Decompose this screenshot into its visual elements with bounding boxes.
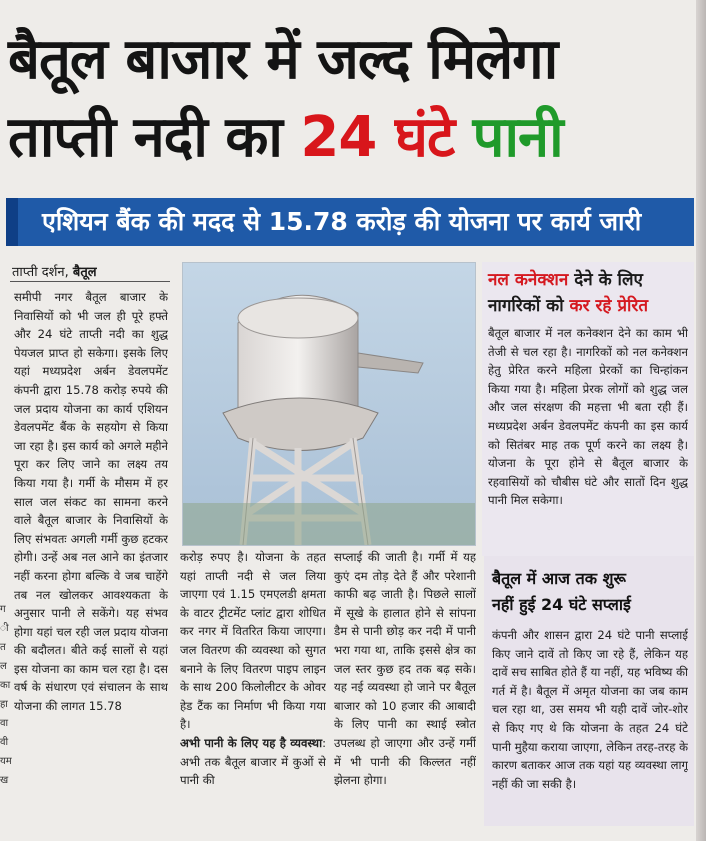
dateline-place: ताप्ती दर्शन, <box>12 265 69 280</box>
edge-fragment: ग <box>0 604 6 615</box>
dateline <box>12 262 97 280</box>
subheadline-strap: एशियन बैंक की मदद से 15.78 करोड़ की योजना पर कार्य जारी <box>6 198 694 246</box>
box1-text: बैतूल बाजार में नल कनेक्शन देने का काम भी तेजी से चल रहा है। नागरिकों को नल कनेक्शन हेतु प्रेरित करने महिला प्रेरकों का चिन्हांकन किया गया है। महिला प्रेरक लोगों को शुद्ध जल और जल संरक्षण की महत्ता भी बता रही हैं। मध्यप्रदेश अर्बन डेवलपमेंट कंपनी का इस कार्य को सितंबर माह तक पूर्ण करने का लक्ष्य है। योजना के पूरा होने से बैतूल बाजार के रहवासियों को चौबीस घंटे और सातों दिन शुद्ध पानी मिल सकेगा। <box>488 326 688 508</box>
page-edge-shadow <box>696 0 706 841</box>
headline-line-1: बैतूल बाजार में जल्द मिलेगा <box>8 27 558 92</box>
dateline-city: बैतूल <box>72 265 97 280</box>
edge-fragment: ल <box>0 661 7 672</box>
edge-fragment: ी <box>0 623 9 634</box>
edge-fragment: ख <box>0 775 9 786</box>
water-tank-photo <box>182 262 476 546</box>
edge-fragment: वी <box>0 737 9 748</box>
column-2-subhead: अभी पानी के लिए यह है व्यवस्था <box>180 735 323 750</box>
headline-highlight-red: 24 घंटे <box>300 105 455 170</box>
edge-fragment: यम <box>0 756 12 767</box>
column-2-text: करोड़ रुपए है। योजना के तहत यहां ताप्ती नदी से जल लिया जाएगा एवं 1.15 एमएलडी क्षमता के वाटर ट्रीटमेंट प्लांट द्वारा शोधित कर नगर में वितरित किया जाएगा। जल वितरण की व्यवस्था को सुगत बनाने के लिए वितरण पाइप लाइन के साथ 200 किलोलीटर के ओवर हेड टैंक का निर्माण भी किया गया है। <box>180 550 326 732</box>
edge-fragment: वा <box>0 718 9 729</box>
box2-text: कंपनी और शासन द्वारा 24 घंटे पानी सप्लाई किए जाने दावें तो किए जा रहे हैं, लेकिन यह दावें सच साबित होते हैं या नहीं, यह भविष्य की गर्त में है। बैतूल में अमृत योजना का जब काम चल रहा था, उस समय भी यही दावें जोर-शोर से किए गए थे कि योजना के तहत 24 घंटे पानी मुहैया कराया जाएगा, लेकिन तरह-तरह के कारण बताकर आज तक यहां यह व्यवस्था लागू नहीं की जा सकी है। <box>492 628 688 791</box>
box1-title-line-1 <box>488 268 643 292</box>
box1-title-black-2: नागरिकों को <box>488 296 570 316</box>
article-column-1: समीपी नगर बैतूल बाजार के निवासियों को भी जल ही पूरे हफ्ते और 24 घंटे ताप्ती नदी का शुद्ध पेयजल प्राप्त हो सकेगा। इसके लिए यहां मध्यप्रदेश अर्बन डेवलपमेंट कंपनी द्वारा 15.78 करोड़ रुपये की जल प्रदाय योजना का कार्य एशियन डेवलपमेंट बैंक के सहयोग से किया जा रहा है। इस कार्य को अगले महीने पूरा कर लिए जाने का लक्ष्य तय किया गया है। गर्मी के मौसम में हर साल जल संकट का सामना करने वाले बैतूल बाजार के निवासियों के लिए संभवतः अगली गर्मी कुछ हटकर होगी। उन्हें अब नल आने का इंतजार नहीं करना होगा बल्कि वे जब चाहेंगे तब नल खोलकर आवश्यकता के अनुसार पानी ले सकेंगे। यह संभव होगा यहां चल रही जल प्रदाय योजना की बदौलत। बीते कई सालों से यहां इस योजना का काम चल रहा है। दस वर्ष के संधारण एवं संचालन के साथ योजना की लागत 15.78 <box>14 290 168 714</box>
headline-text: ताप्ती नदी का <box>8 105 301 170</box>
edge-fragment: हा <box>0 699 8 710</box>
edge-fragment: का <box>0 680 11 691</box>
edge-fragment: त <box>0 642 6 653</box>
headline-highlight-green: पानी <box>472 105 563 170</box>
article-column-2 <box>180 548 326 818</box>
sidebar-box-connections <box>482 262 694 556</box>
column-2-tail: : अभी तक बैतूल बाजार में कुओं से पानी की <box>180 735 326 788</box>
box2-title-line-2: नहीं हुई 24 घंटे सप्लाई <box>492 595 631 614</box>
left-edge-fragments <box>0 600 10 790</box>
dateline-rule <box>10 281 170 282</box>
box1-title-line-2 <box>488 294 648 318</box>
headline-line-2 <box>8 105 706 170</box>
water-tank-illustration <box>183 263 475 545</box>
box1-title-black: देने के लिए <box>568 270 643 290</box>
box1-title-red: नल कनेक्शन <box>488 270 569 290</box>
article-column-3: सप्लाई की जाती है। गर्मी में यह कुएं दम तोड़ देते हैं और परेशानी काफी बढ़ जाती है। पिछले सालों में सूखे के हालात होने से सांपना डैम से पानी छोड़ कर नदी में पानी भरा गया था, ताकि इससे क्षेत्र का जल स्तर कुछ हद तक बढ़ सके। यह नई व्यवस्था हो जाने पर बैतूल बाजार को 10 हजार की आबादी के लिए पानी का स्थाई स्त्रोत उपलब्ध हो जाएगा और उन्हें गर्मी में भी पानी की किल्लत नहीं झेलना होगा। <box>334 550 476 788</box>
sidebar-box-supply <box>484 556 694 826</box>
box1-title-red-2: कर रहे प्रेरित <box>569 296 649 316</box>
box2-title-line-1: बैतूल में आज तक शुरू <box>492 569 626 588</box>
